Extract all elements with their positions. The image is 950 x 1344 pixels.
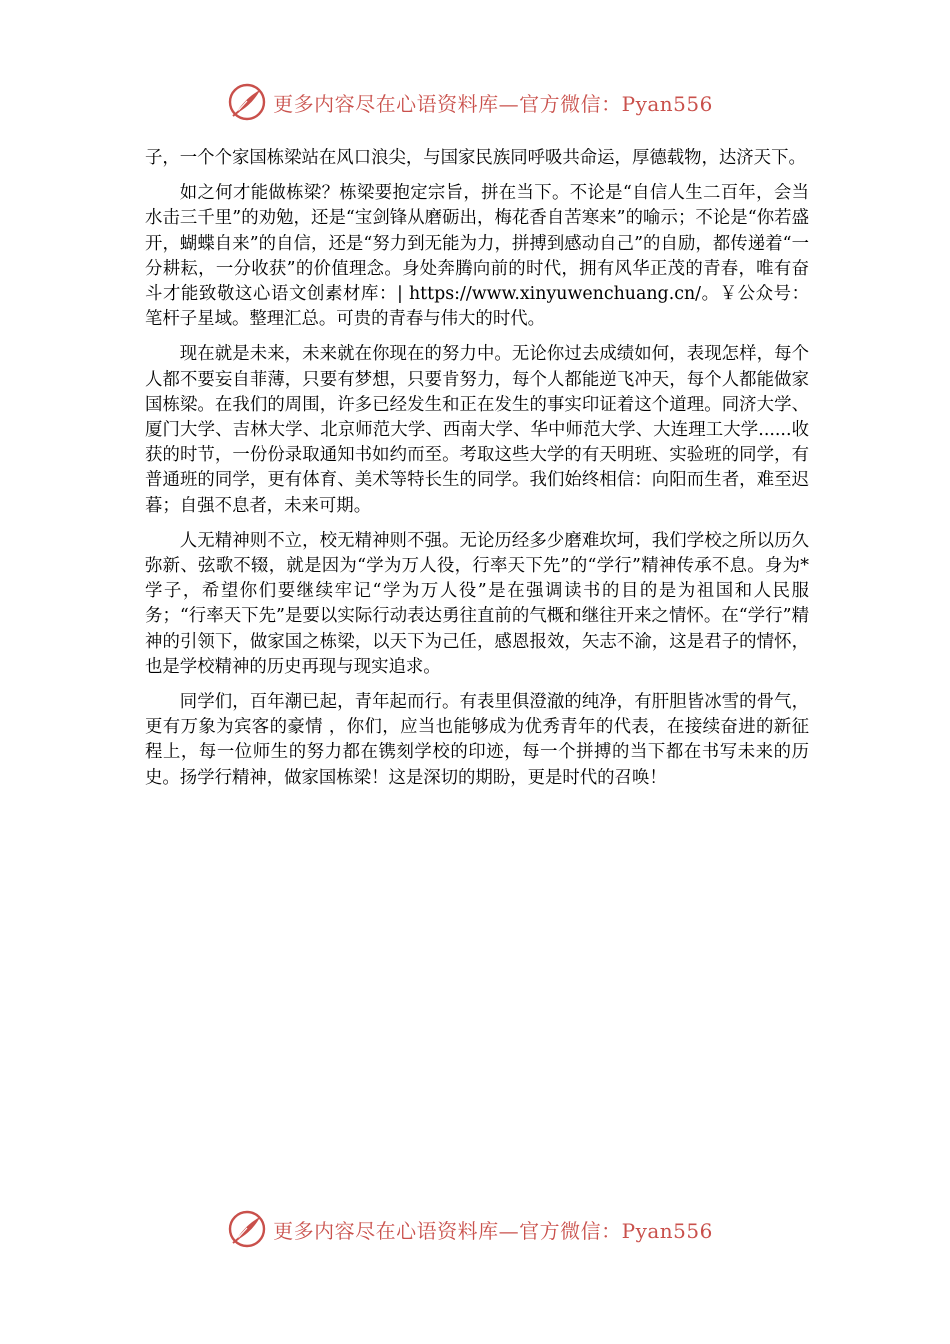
footer-watermark-text: 更多内容尽在心语资料库—官方微信：Pyan556 [273,1218,713,1243]
quill-pen-logo-icon [227,82,267,122]
document-body [145,146,809,801]
header-watermark-banner [0,80,950,124]
paragraph: 人无精神则不立，校无精神则不强。无论历经多少磨难坎坷，我们学校之所以历久弥新、弦歌不辍，就是因为“学为万人役，行率天下先”的“学行”精神传承不息。身为*学子，希望你们要继续牢记“学为万人役”是在强调读书的目的是为祖国和人民服务；“行率天下先”是要以实际行动表达勇往直前的气概和继往开来之情怀。在“学行”精神的引领下，做家国之栋梁，以天下为己任，感恩报效，矢志不渝，这是君子的情怀，也是学校精神的历史再现与现实追求。 [145,530,809,677]
paragraph: 如之何才能做栋梁？栋梁要抱定宗旨，拼在当下。不论是“自信人生二百年，会当水击三千里”的劝勉，还是“宝剑锋从磨砺出，梅花香自苦寒来”的喻示；不论是“你若盛开，蝴蝶自来”的自信，还是“努力到无能为力，拼搏到感动自己”的自励，都传递着“一分耕耘，一分收获”的价值理念。身处奔腾向前的时代，拥有风华正茂的青春，唯有奋斗才能致敬这心语文创素材库：| https://www.xinyuwenchuang.cn/。￥公众号：笔杆子星域。整理汇总。可贵的青春与伟大的时代。 [145,183,809,330]
footer-watermark-banner [0,1207,950,1251]
header-watermark-text: 更多内容尽在心语资料库—官方微信：Pyan556 [273,91,713,116]
quill-pen-logo-icon [227,1209,267,1249]
paragraph: 同学们，百年潮已起，青年起而行。有表里俱澄澈的纯净，有肝胆皆冰雪的骨气，更有万象为宾客的豪情 ，你们，应当也能够成为优秀青年的代表，在接续奋进的新征程上，每一位师生的努力都在镌刻学校的印迹，每一个拼搏的当下都在书写未来的历史。扬学行精神，做家国栋梁！这是深切的期盼，更是时代的召唤！ [145,692,809,788]
paragraph: 现在就是未来，未来就在你现在的努力中。无论你过去成绩如何，表现怎样，每个人都不要妄自菲薄，只要有梦想，只要肯努力，每个人都能逆飞冲天，每个人都能做家国栋梁。在我们的周围，许多已经发生和正在发生的事实印证着这个道理。同济大学、厦门大学、吉林大学、北京师范大学、西南大学、华中师范大学、大连理工大学......收获的时节，一份份录取通知书如约而至。考取这些大学的有天明班、实验班的同学，有普通班的同学，更有体育、美术等特长生的同学。我们始终相信：向阳而生者，难至迟暮；自强不息者，未来可期。 [145,344,809,516]
paragraph: 子，一个个家国栋梁站在风口浪尖，与国家民族同呼吸共命运，厚德载物，达济天下。 [145,148,806,168]
